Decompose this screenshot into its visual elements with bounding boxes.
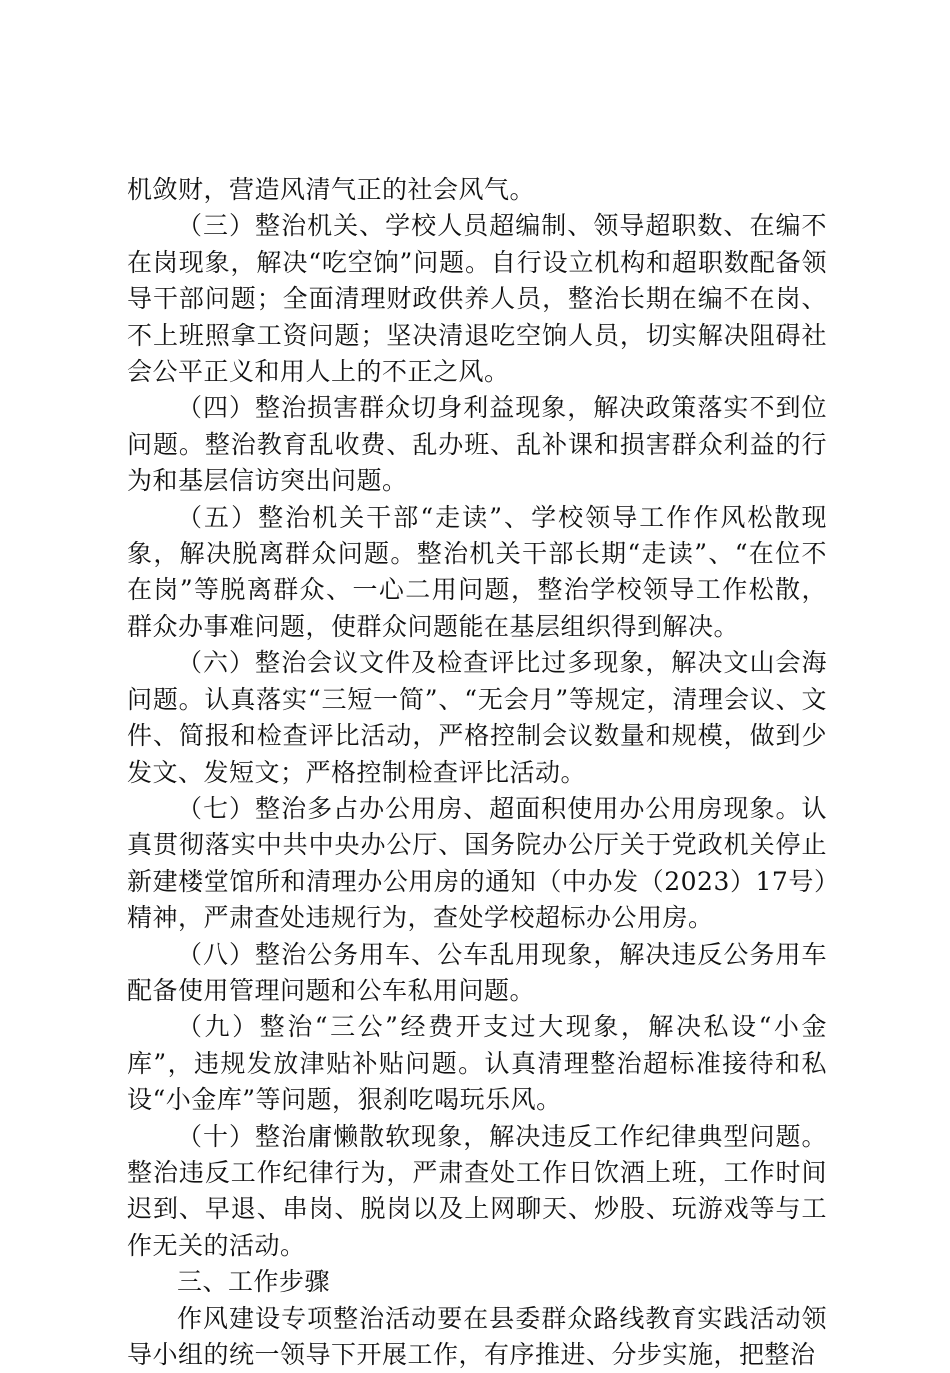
paragraph-item-4: （四）整治损害群众切身利益现象，解决政策落实不到位问题。整治教育乱收费、乱办班、乱补课和损害群众利益的行为和基层信访突出问题。 — [127, 393, 827, 496]
paragraph-item-9: （九）整治“三公”经费开支过大现象，解决私设“小金库”，违规发放津贴补贴问题。认真清理整治超标准接待和私设“小金库”等问题，狠刹吃喝玩乐风。 — [127, 1012, 827, 1115]
paragraph-item-3: （三）整治机关、学校人员超编制、领导超职数、在编不在岗现象，解决“吃空饷”问题。自行设立机构和超职数配备领导干部问题；全面清理财政供养人员，整治长期在编不在岗、不上班照拿工资问题；坚决清退吃空饷人员，切实解决阻碍社会公平正义和用人上的不正之风。 — [127, 211, 827, 387]
paragraph-item-8: （八）整治公务用车、公车乱用现象，解决违反公务用车配备使用管理问题和公车私用问题。 — [127, 939, 827, 1005]
paragraph-item-7: （七）整治多占办公用房、超面积使用办公用房现象。认真贯彻落实中共中央办公厅、国务院办公厅关于党政机关停止新建楼堂馆所和清理办公用房的通知（中办发（2023）17号）精神，严肃查处违规行为，查处学校超标办公用房。 — [127, 793, 827, 933]
paragraph-item-10: （十）整治庸懒散软现象，解决违反工作纪律典型问题。整治违反工作纪律行为，严肃查处工作日饮酒上班，工作时间迟到、早退、串岗、脱岗以及上网聊天、炒股、玩游戏等与工作无关的活动。 — [127, 1121, 827, 1260]
paragraph-item-6: （六）整治会议文件及检查评比过多现象，解决文山会海问题。认真落实“三短一简”、“无会月”等规定，清理会议、文件、简报和检查评比活动，严格控制会议数量和规模，做到少发文、发短文；严格控制检查评比活动。 — [127, 648, 827, 787]
paragraph-continuation: 机敛财，营造风清气正的社会风气。 — [127, 175, 536, 204]
section-heading-work-steps: 三、工作步骤 — [177, 1267, 331, 1297]
paragraph-item-5: （五）整治机关干部“走读”、学校领导工作作风松散现象，解决脱离群众问题。整治机关干部长期“走读”、“在位不在岗”等脱离群众、一心二用问题，整治学校领导工作松散，群众办事难问题，使群众问题能在基层组织得到解决。 — [127, 502, 827, 641]
document-body — [127, 172, 827, 1373]
paragraph-work-steps-intro: 作风建设专项整治活动要在县委群众路线教育实践活动领导小组的统一领导下开展工作，有序推进、分步实施，把整治 — [127, 1303, 827, 1369]
